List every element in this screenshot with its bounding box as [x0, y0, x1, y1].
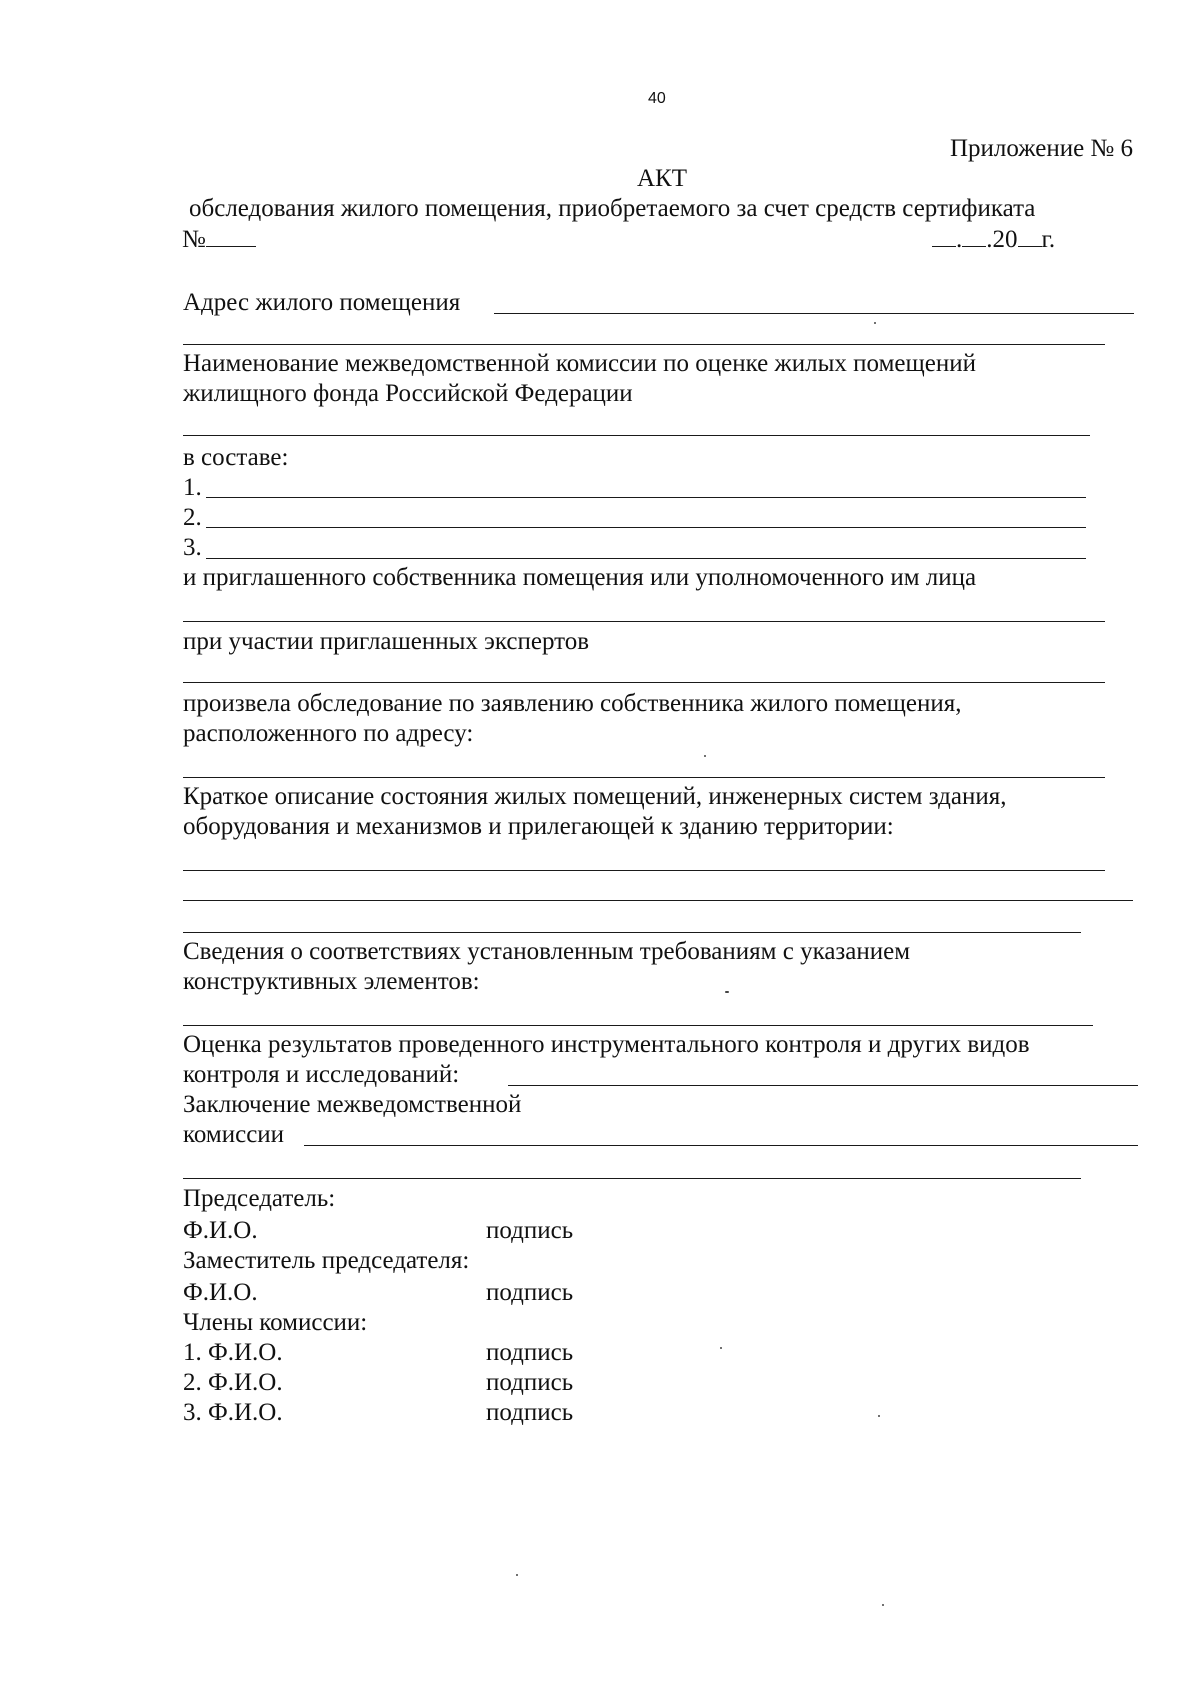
date-row: . .20 г. — [932, 224, 1055, 255]
member-field-3[interactable] — [206, 558, 1086, 559]
scan-speck — [720, 1347, 722, 1349]
year-field[interactable] — [1018, 224, 1042, 247]
scan-speck — [704, 755, 706, 757]
member-row-3 — [183, 533, 202, 563]
owner-field[interactable] — [183, 621, 1105, 622]
member-number: 1. — [183, 474, 202, 501]
experts-field[interactable] — [183, 682, 1105, 683]
year-suffix: г. — [1041, 226, 1056, 253]
conclusion-field[interactable] — [304, 1145, 1138, 1146]
document-title: АКТ — [637, 165, 687, 192]
chairman-signature: подпись — [486, 1217, 574, 1244]
evaluation-line1: Оценка результатов проведенного инструментального контроля и других видов — [183, 1031, 1030, 1058]
description-field-2[interactable] — [183, 900, 1133, 901]
certificate-number-row — [182, 224, 256, 255]
member-fio-3: 3. Ф.И.О. — [183, 1399, 283, 1426]
compliance-line1: Сведения о соответствиях установленным требованиям с указанием — [183, 938, 911, 965]
inspection-address-field[interactable] — [183, 777, 1105, 778]
inspection-line2: расположенного по адресу: — [183, 720, 474, 747]
evaluation-line2: контроля и исследований: — [183, 1061, 460, 1088]
address-field[interactable] — [494, 313, 1134, 314]
compliance-line2: конструктивных элементов: — [183, 968, 480, 995]
description-field-1[interactable] — [183, 870, 1105, 871]
experts-label: при участии приглашенных экспертов — [183, 628, 590, 655]
member-signature-2: подпись — [486, 1369, 574, 1396]
certificate-number-field[interactable] — [206, 224, 256, 247]
deputy-signature: подпись — [486, 1279, 574, 1306]
composition-label: в составе: — [183, 444, 289, 471]
day-field[interactable] — [932, 224, 956, 247]
member-signature-1: подпись — [486, 1339, 574, 1366]
member-row-1 — [183, 473, 202, 503]
description-field-3[interactable] — [183, 932, 1081, 933]
page-number: 40 — [648, 90, 666, 107]
commission-name-line1: Наименование межведомственной комиссии по оценке жилых помещений — [183, 350, 976, 377]
member-fio-1: 1. Ф.И.О. — [183, 1339, 283, 1366]
member-row-2 — [183, 503, 202, 533]
scan-speck — [874, 322, 876, 324]
member-fio-2: 2. Ф.И.О. — [183, 1369, 283, 1396]
appendix-label: Приложение № 6 — [950, 135, 1134, 162]
conclusion-field-continued[interactable] — [183, 1178, 1081, 1179]
month-field[interactable] — [962, 224, 986, 247]
commission-name-line2: жилищного фонда Российской Федерации — [183, 380, 633, 407]
deputy-label: Заместитель председателя: — [183, 1247, 470, 1274]
scan-speck — [516, 1574, 518, 1576]
scan-speck — [725, 991, 729, 993]
member-number: 3. — [183, 534, 202, 561]
member-field-2[interactable] — [206, 527, 1086, 528]
address-label: Адрес жилого помещения — [183, 289, 461, 316]
document-subtitle: обследования жилого помещения, приобретаемого за счет средств сертификата — [189, 195, 1036, 222]
chairman-fio: Ф.И.О. — [183, 1217, 258, 1244]
owner-label: и приглашенного собственника помещения или уполномоченного им лица — [183, 564, 977, 591]
address-field-continued[interactable] — [183, 344, 1105, 345]
member-signature-3: подпись — [486, 1399, 574, 1426]
year-prefix: .20 — [986, 226, 1018, 253]
description-line2: оборудования и механизмов и прилегающей к зданию территории: — [183, 813, 894, 840]
inspection-line1: произвела обследование по заявлению собственника жилого помещения, — [183, 690, 962, 717]
description-line1: Краткое описание состояния жилых помещений, инженерных систем здания, — [183, 783, 1007, 810]
compliance-field[interactable] — [183, 1025, 1093, 1026]
number-label: № — [182, 226, 206, 253]
scan-speck — [882, 1604, 884, 1606]
conclusion-line2: комиссии — [183, 1121, 285, 1148]
evaluation-field[interactable] — [508, 1085, 1138, 1086]
chairman-label: Председатель: — [183, 1185, 336, 1212]
commission-name-field[interactable] — [183, 435, 1090, 436]
member-field-1[interactable] — [206, 497, 1086, 498]
deputy-fio: Ф.И.О. — [183, 1279, 258, 1306]
members-label: Члены комиссии: — [183, 1309, 368, 1336]
member-number: 2. — [183, 504, 202, 531]
scan-speck — [878, 1415, 880, 1417]
conclusion-line1: Заключение межведомственной — [183, 1091, 522, 1118]
